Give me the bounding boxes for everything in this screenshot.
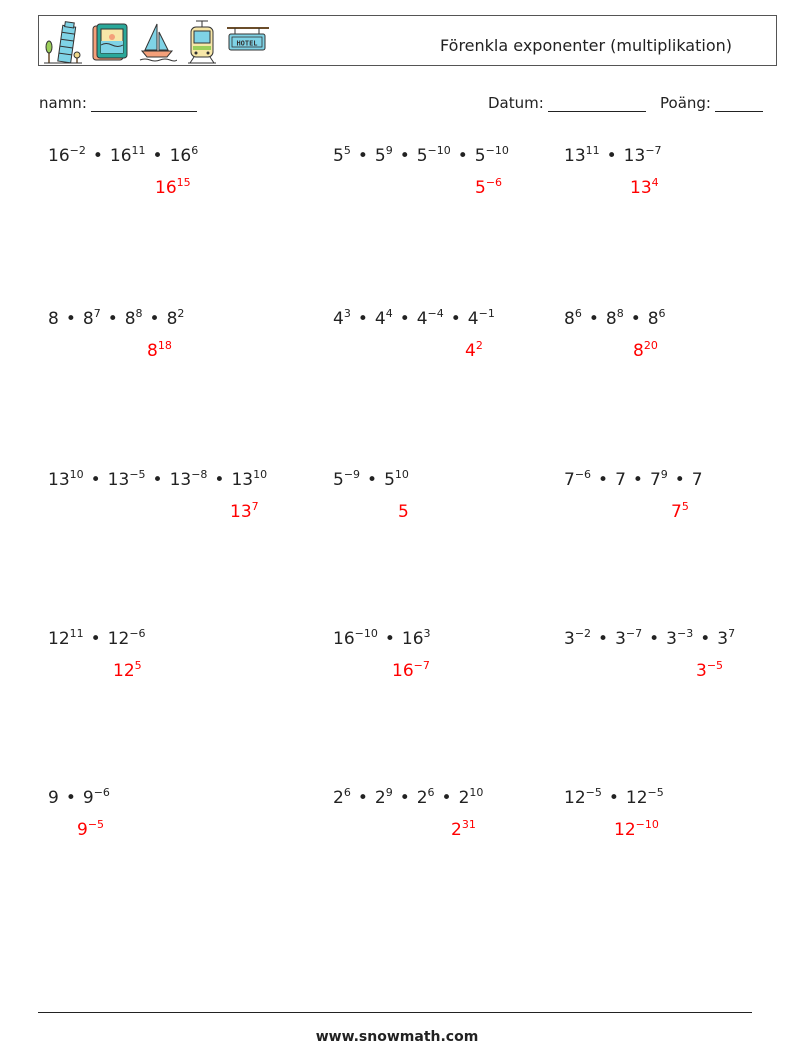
exponent: 8 [616, 307, 624, 320]
power-term [110, 146, 146, 166]
exponent: 4 [651, 176, 659, 189]
multiply-dot: • [598, 470, 609, 490]
answer-9 [671, 502, 689, 522]
multiply-dot: • [357, 146, 368, 166]
base: 16 [109, 146, 132, 166]
power-term [333, 788, 351, 808]
power-term [696, 661, 723, 681]
exponent: −7 [625, 627, 643, 640]
base: 8 [647, 309, 659, 329]
base: 13 [230, 502, 252, 522]
footer-divider [38, 1012, 752, 1013]
hotel-sign-text: HOTEL [236, 39, 258, 48]
power-term [77, 820, 104, 840]
base: 2 [374, 788, 386, 808]
problem-15 [564, 788, 664, 808]
base: 3 [666, 629, 677, 649]
base: 5 [398, 502, 409, 522]
exponent: 11 [131, 144, 146, 157]
multiply-dot: • [630, 309, 641, 329]
base: 5 [416, 146, 428, 166]
problem-4 [48, 309, 184, 329]
exponent: 9 [385, 144, 393, 157]
answer-1 [155, 178, 191, 198]
power-term [717, 629, 735, 649]
base: 12 [625, 788, 648, 808]
exponent: −6 [485, 176, 503, 189]
multiply-dot: • [700, 629, 711, 649]
exponent: −5 [706, 659, 724, 672]
multiply-dot: • [649, 629, 660, 649]
exponent: 5 [681, 500, 689, 513]
base: 8 [147, 341, 158, 361]
exponent: 11 [69, 627, 84, 640]
power-term [606, 309, 624, 329]
power-term [113, 661, 142, 681]
power-term [564, 788, 602, 808]
power-term [615, 629, 642, 649]
power-term [564, 146, 600, 166]
exponent: −2 [574, 627, 592, 640]
exponent: −10 [354, 627, 378, 640]
exponent: −5 [87, 818, 105, 831]
exponent: −10 [485, 144, 509, 157]
base: 5 [374, 146, 386, 166]
score-line [715, 95, 763, 112]
base: 8 [48, 309, 59, 329]
base: 4 [416, 309, 428, 329]
power-term [626, 788, 664, 808]
base: 16 [401, 629, 424, 649]
power-term [392, 661, 430, 681]
base: 8 [82, 309, 94, 329]
base: 12 [113, 661, 135, 681]
problem-9 [564, 470, 703, 490]
problem-8 [333, 470, 409, 490]
base: 16 [48, 146, 70, 166]
base: 13 [630, 178, 652, 198]
base: 13 [48, 470, 70, 490]
power-term [417, 309, 444, 329]
power-term [48, 470, 84, 490]
power-term [468, 309, 495, 329]
answer-15 [614, 820, 659, 840]
problem-11 [333, 629, 431, 649]
problem-3 [564, 146, 662, 166]
base: 7 [671, 502, 682, 522]
exponent: 7 [728, 627, 736, 640]
answer-11 [392, 661, 430, 681]
power-term [417, 146, 451, 166]
power-term [615, 470, 626, 490]
power-term [83, 788, 110, 808]
power-term [564, 629, 591, 649]
base: 16 [392, 661, 414, 681]
answer-2 [475, 178, 502, 198]
multiply-dot: • [149, 309, 160, 329]
base: 8 [564, 309, 575, 329]
exponent: 9 [385, 786, 393, 799]
exponent: −5 [585, 786, 602, 799]
problem-5 [333, 309, 495, 329]
answer-12 [696, 661, 723, 681]
footer-url: www.snowmath.com [315, 1029, 479, 1045]
power-term [147, 341, 172, 361]
base: 5 [474, 146, 486, 166]
exponent: −1 [478, 307, 495, 320]
multiply-dot: • [357, 309, 368, 329]
base: 8 [633, 341, 644, 361]
exponent: 10 [469, 786, 484, 799]
name-label: namn: [39, 94, 87, 112]
exponent: −6 [129, 627, 146, 640]
power-term [459, 788, 484, 808]
multiply-dot: • [152, 470, 163, 490]
power-term [475, 178, 502, 198]
exponent: 5 [343, 144, 351, 157]
multiply-dot: • [399, 146, 410, 166]
base: 9 [82, 788, 94, 808]
exponent: 8 [135, 307, 143, 320]
power-term [375, 309, 393, 329]
exponent: 10 [69, 468, 84, 481]
base: 16 [155, 178, 177, 198]
power-term [666, 629, 693, 649]
multiply-dot: • [384, 629, 395, 649]
leaning-tower-icon [43, 20, 83, 64]
exponent: −7 [645, 144, 662, 157]
answer-8 [398, 502, 409, 522]
power-term [624, 146, 662, 166]
exponent: 2 [475, 339, 483, 352]
exponent: 11 [585, 144, 600, 157]
base: 16 [333, 629, 355, 649]
base: 13 [169, 470, 192, 490]
base: 12 [564, 788, 586, 808]
base: 2 [333, 788, 344, 808]
base: 13 [564, 146, 586, 166]
exponent: −7 [413, 659, 430, 672]
base: 7 [649, 470, 661, 490]
base: 5 [333, 146, 344, 166]
base: 8 [124, 309, 136, 329]
answer-4 [147, 341, 172, 361]
date-label: Datum: [488, 94, 544, 112]
multiply-dot: • [457, 146, 468, 166]
base: 16 [169, 146, 192, 166]
multiply-dot: • [92, 146, 103, 166]
power-term [230, 502, 259, 522]
base: 3 [564, 629, 575, 649]
power-term [465, 341, 483, 361]
power-term [475, 146, 509, 166]
multiply-dot: • [65, 309, 76, 329]
exponent: −2 [69, 144, 86, 157]
exponent: −10 [427, 144, 451, 157]
date-field [488, 94, 646, 112]
base: 3 [696, 661, 707, 681]
power-term [402, 629, 431, 649]
exponent: 7 [93, 307, 101, 320]
answer-14 [451, 820, 476, 840]
base: 13 [231, 470, 254, 490]
power-term [417, 788, 435, 808]
exponent: −9 [343, 468, 361, 481]
power-term [451, 820, 476, 840]
power-term [170, 146, 199, 166]
base: 5 [333, 470, 344, 490]
exponent: 18 [157, 339, 172, 352]
power-term [231, 470, 267, 490]
base: 12 [48, 629, 70, 649]
base: 2 [458, 788, 470, 808]
power-term [48, 629, 84, 649]
multiply-dot: • [357, 788, 368, 808]
power-term [167, 309, 185, 329]
base: 4 [465, 341, 476, 361]
power-term [650, 470, 668, 490]
exponent: 6 [574, 307, 582, 320]
power-term [48, 309, 59, 329]
power-term [671, 502, 689, 522]
base: 9 [77, 820, 88, 840]
power-term [108, 629, 146, 649]
base: 5 [384, 470, 395, 490]
base: 3 [717, 629, 729, 649]
exponent: −6 [93, 786, 110, 799]
worksheet-title: Förenkla exponenter (multiplikation) [440, 36, 732, 55]
base: 3 [615, 629, 626, 649]
answer-13 [77, 820, 104, 840]
base: 9 [48, 788, 59, 808]
base: 12 [614, 820, 636, 840]
base: 4 [333, 309, 344, 329]
base: 2 [416, 788, 428, 808]
date-line [548, 95, 646, 112]
exponent: 5 [134, 659, 142, 672]
base: 2 [451, 820, 462, 840]
power-term [614, 820, 659, 840]
problem-2 [333, 146, 509, 166]
multiply-dot: • [90, 629, 101, 649]
power-term [333, 309, 351, 329]
problem-6 [564, 309, 666, 329]
base: 4 [467, 309, 479, 329]
exponent: 10 [394, 468, 409, 481]
problem-1 [48, 146, 198, 166]
power-term [630, 178, 659, 198]
exponent: −10 [635, 818, 659, 831]
base: 7 [691, 470, 703, 490]
multiply-dot: • [606, 146, 617, 166]
power-term [333, 629, 378, 649]
multiply-dot: • [367, 470, 378, 490]
problem-14 [333, 788, 483, 808]
base: 4 [374, 309, 386, 329]
problem-10 [48, 629, 146, 649]
problem-12 [564, 629, 735, 649]
power-term [692, 470, 703, 490]
exponent: 15 [176, 176, 191, 189]
multiply-dot: • [90, 470, 101, 490]
exponent: 9 [660, 468, 668, 481]
multiply-dot: • [588, 309, 599, 329]
multiply-dot: • [441, 788, 452, 808]
multiply-dot: • [450, 309, 461, 329]
exponent: 2 [177, 307, 185, 320]
base: 5 [475, 178, 486, 198]
power-term [333, 146, 351, 166]
problem-13 [48, 788, 110, 808]
exponent: −5 [129, 468, 146, 481]
power-term [375, 788, 393, 808]
multiply-dot: • [214, 470, 225, 490]
name-line [91, 95, 197, 112]
answer-10 [113, 661, 142, 681]
power-term [564, 309, 582, 329]
power-term [375, 146, 393, 166]
base: 13 [107, 470, 130, 490]
answer-3 [630, 178, 659, 198]
power-term [633, 341, 658, 361]
power-term [384, 470, 409, 490]
power-term [125, 309, 143, 329]
score-field [660, 94, 763, 112]
base: 8 [605, 309, 617, 329]
answer-6 [633, 341, 658, 361]
picture-frame-icon [91, 20, 129, 64]
multiply-dot: • [399, 309, 410, 329]
multiply-dot: • [598, 629, 609, 649]
exponent: 6 [658, 307, 666, 320]
sailboat-icon [137, 20, 177, 64]
exponent: 10 [253, 468, 268, 481]
exponent: 3 [423, 627, 431, 640]
power-term [48, 146, 86, 166]
base: 7 [564, 470, 575, 490]
multiply-dot: • [632, 470, 643, 490]
base: 12 [107, 629, 130, 649]
power-term [333, 470, 360, 490]
multiply-dot: • [65, 788, 76, 808]
power-term [398, 502, 409, 522]
hotel-sign-icon [225, 20, 271, 64]
exponent: 6 [343, 786, 351, 799]
exponent: 7 [251, 500, 259, 513]
base: 8 [166, 309, 178, 329]
exponent: 31 [461, 818, 476, 831]
power-term [83, 309, 101, 329]
power-term [155, 178, 191, 198]
exponent: −4 [427, 307, 444, 320]
problem-7 [48, 470, 267, 490]
exponent: −6 [574, 468, 592, 481]
power-term [170, 470, 208, 490]
multiply-dot: • [608, 788, 619, 808]
score-label: Poäng: [660, 94, 711, 112]
name-field [39, 94, 197, 112]
answer-7 [230, 502, 259, 522]
exponent: −8 [191, 468, 208, 481]
multiply-dot: • [107, 309, 118, 329]
tram-icon [185, 20, 219, 64]
power-term [108, 470, 146, 490]
exponent: 4 [385, 307, 393, 320]
power-term [564, 470, 591, 490]
exponent: 3 [343, 307, 351, 320]
header-box [38, 15, 777, 66]
multiply-dot: • [399, 788, 410, 808]
exponent: −3 [676, 627, 694, 640]
power-term [48, 788, 59, 808]
exponent: 20 [643, 339, 658, 352]
exponent: −5 [647, 786, 664, 799]
base: 13 [623, 146, 646, 166]
exponent: 6 [191, 144, 199, 157]
answer-5 [465, 341, 483, 361]
power-term [648, 309, 666, 329]
multiply-dot: • [674, 470, 685, 490]
multiply-dot: • [152, 146, 163, 166]
exponent: 6 [427, 786, 435, 799]
base: 7 [615, 470, 626, 490]
